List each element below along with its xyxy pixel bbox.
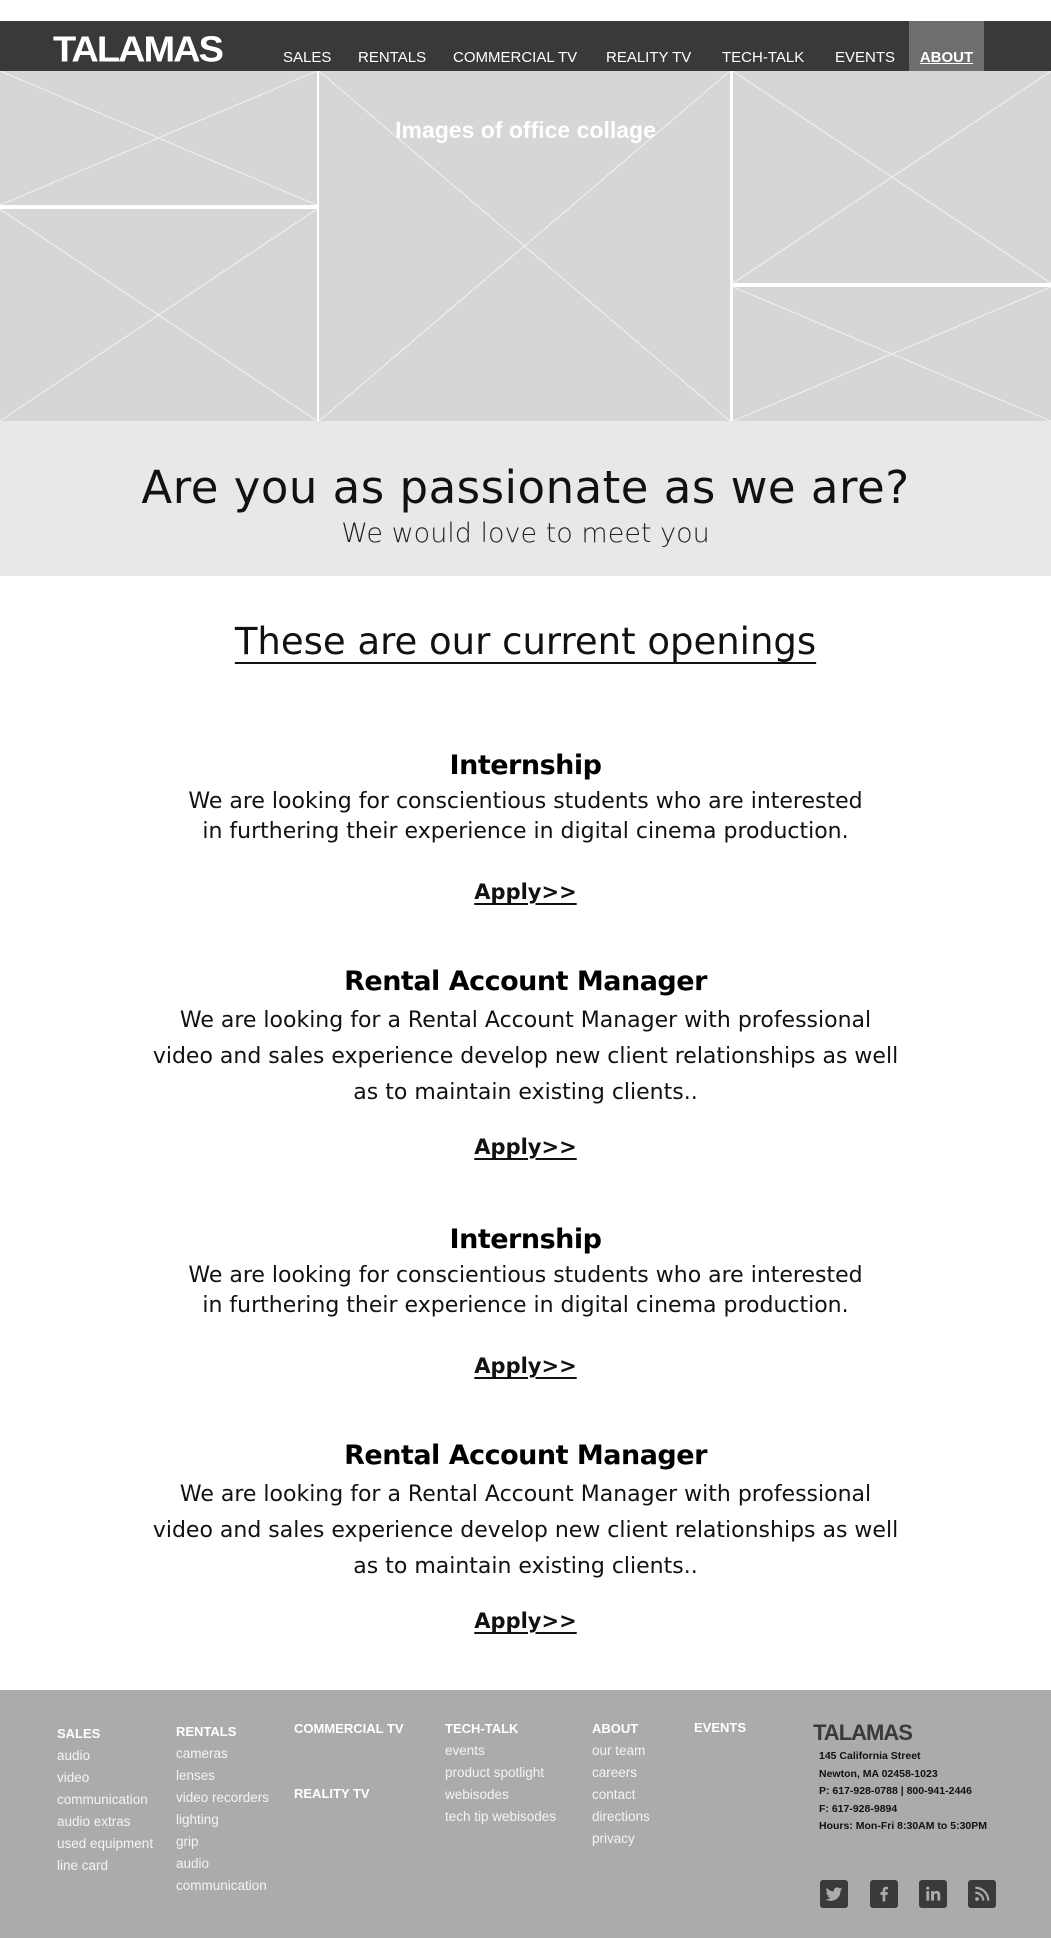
footer-link[interactable]: careers	[592, 1765, 638, 1780]
job-listing	[0, 1224, 1051, 1378]
openings-title-text: These are our current openings	[234, 620, 817, 663]
passion-subheadline: We would love to meet you	[341, 518, 710, 549]
footer-link[interactable]: video	[57, 1770, 90, 1785]
footer-link[interactable]: contact	[592, 1787, 636, 1802]
footer-head-about[interactable]: ABOUT	[592, 1721, 639, 1736]
job-listing	[0, 750, 1051, 904]
job-title: Rental Account Manager	[344, 966, 707, 997]
job-title: Rental Account Manager	[344, 1440, 707, 1471]
job-description-line: in furthering their experience in digital cinema production.	[202, 819, 849, 844]
job-description-line: We are looking for a Rental Account Manager with professional	[179, 1482, 872, 1507]
apply-link[interactable]: Apply>>	[474, 1609, 577, 1633]
footer-link[interactable]: used equipment	[57, 1836, 154, 1851]
footer-link[interactable]: lenses	[176, 1768, 216, 1783]
nav-item-about[interactable]: ABOUT	[909, 21, 984, 74]
nav-item-commercial-tv[interactable]: COMMERCIAL TV	[453, 49, 578, 66]
collage-image-placeholder	[733, 287, 1051, 421]
footer-link[interactable]: privacy	[592, 1831, 635, 1846]
footer-head-commercial-tv[interactable]: COMMERCIAL TV	[294, 1721, 404, 1736]
job-listing	[0, 966, 1051, 1159]
footer-link[interactable]: communication	[57, 1792, 148, 1807]
footer-col-sales	[57, 1726, 153, 1877]
nav-item-sales[interactable]: SALES	[283, 49, 332, 66]
apply-link[interactable]: Apply>>	[474, 1354, 577, 1378]
footer-head-rentals[interactable]: RENTALS	[176, 1724, 237, 1739]
job-title: Internship	[449, 1224, 602, 1255]
job-description-line: in furthering their experience in digital cinema production.	[202, 1293, 849, 1318]
nav-item-events[interactable]: EVENTS	[835, 49, 896, 66]
footer-link[interactable]: audio	[176, 1856, 210, 1871]
openings-title	[0, 620, 1051, 663]
footer-col-events	[694, 1720, 746, 1739]
job-description-line: as to maintain existing clients..	[353, 1080, 698, 1105]
footer-link[interactable]: video recorders	[176, 1790, 270, 1805]
footer-address	[819, 1748, 987, 1836]
nav-item-reality-tv[interactable]: REALITY TV	[606, 49, 692, 66]
job-description	[146, 1003, 906, 1111]
address-street: 145 California Street	[819, 1750, 921, 1762]
footer-head-reality-tv[interactable]: REALITY TV	[294, 1786, 370, 1801]
footer-head-events[interactable]: EVENTS	[694, 1720, 747, 1735]
nav-item-rentals[interactable]: RENTALS	[358, 49, 427, 66]
site-header	[0, 21, 1051, 71]
job-description-line: We are looking for a Rental Account Manager with professional	[179, 1008, 872, 1033]
job-description	[176, 787, 876, 847]
collage-caption: Images of office collage	[395, 117, 656, 143]
nav-item-tech-talk[interactable]: TECH-TALK	[722, 49, 805, 66]
footer-link[interactable]: tech tip webisodes	[445, 1809, 557, 1824]
apply-link[interactable]: Apply>>	[474, 880, 577, 904]
job-description	[146, 1477, 906, 1585]
office-collage	[0, 71, 1051, 421]
footer-link[interactable]: directions	[592, 1809, 650, 1824]
footer-link[interactable]: events	[445, 1743, 485, 1758]
site-logo[interactable]: TALAMAS	[53, 30, 222, 71]
address-fax: F: 617-928-9894	[819, 1802, 898, 1815]
address-city: Newton, MA 02458-1023	[819, 1767, 938, 1780]
footer-col-rentals	[176, 1724, 269, 1897]
footer-link[interactable]: cameras	[176, 1746, 228, 1761]
footer-link[interactable]: communication	[176, 1878, 267, 1893]
twitter-icon[interactable]	[820, 1880, 848, 1908]
footer-link[interactable]: audio extras	[57, 1814, 131, 1829]
collage-image-placeholder	[733, 71, 1051, 283]
footer-col-about	[592, 1721, 650, 1850]
site-footer	[0, 1690, 1051, 1938]
footer-link[interactable]: grip	[176, 1834, 199, 1849]
apply-link[interactable]: Apply>>	[474, 1135, 577, 1159]
job-description-line: video and sales experience develop new client relationships as well	[152, 1518, 899, 1543]
job-description-line: video and sales experience develop new client relationships as well	[152, 1044, 899, 1069]
footer-logo[interactable]: TALAMAS	[813, 1720, 912, 1745]
footer-head-tech-talk[interactable]: TECH-TALK	[445, 1721, 519, 1736]
job-listing	[0, 1440, 1051, 1633]
job-description	[176, 1261, 876, 1321]
footer-link[interactable]: line card	[57, 1858, 109, 1873]
linkedin-icon[interactable]	[919, 1880, 947, 1908]
rss-icon[interactable]	[968, 1880, 996, 1908]
footer-col-tv	[294, 1721, 404, 1805]
footer-link[interactable]: product spotlight	[445, 1765, 545, 1780]
footer-head-sales[interactable]: SALES	[57, 1726, 101, 1741]
footer-col-tech-talk	[445, 1721, 556, 1828]
address-phone: P: 617-928-0788 | 800-941-2446	[819, 1785, 972, 1797]
job-description-line: We are looking for conscientious students who are interested	[188, 789, 863, 814]
address-hours: Hours: Mon-Fri 8:30AM to 5:30PM	[819, 1820, 988, 1832]
job-description-line: as to maintain existing clients..	[353, 1554, 698, 1579]
footer-link[interactable]: lighting	[176, 1812, 219, 1827]
passion-headline: Are you as passionate as we are?	[141, 461, 910, 514]
footer-link[interactable]: our team	[592, 1743, 646, 1758]
job-description-line: We are looking for conscientious students who are interested	[188, 1263, 863, 1288]
footer-link[interactable]: audio	[57, 1748, 91, 1763]
footer-link[interactable]: webisodes	[445, 1787, 509, 1802]
job-title: Internship	[449, 750, 602, 781]
collage-image-placeholder	[0, 209, 317, 421]
facebook-icon[interactable]	[870, 1880, 898, 1908]
passion-banner	[0, 421, 1051, 576]
